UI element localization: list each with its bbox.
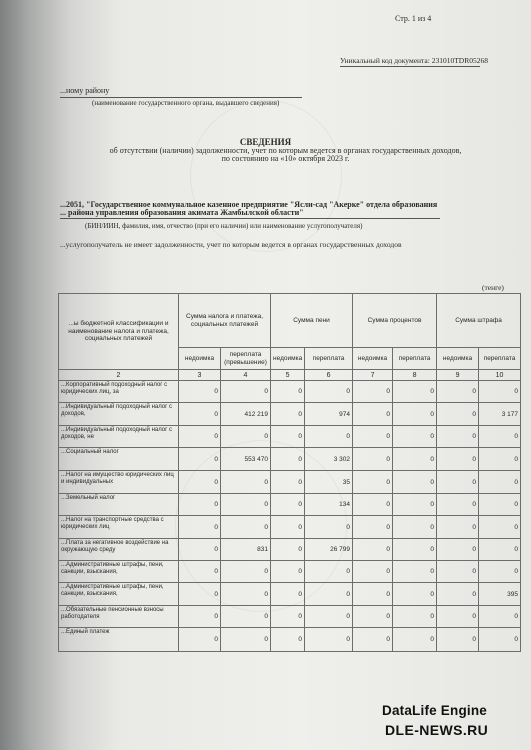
table-row	[59, 381, 521, 403]
column-index: 2	[59, 370, 179, 381]
amount-cell: 0	[437, 539, 479, 561]
amount-cell: 0	[353, 606, 393, 628]
amount-cell: 0	[353, 516, 393, 539]
amount-cell: 0	[479, 561, 521, 583]
subheader-arrears: недоимка	[179, 348, 221, 370]
page-number: Стр. 1 из 4	[395, 14, 432, 23]
document-title: СВЕДЕНИЯ	[239, 137, 292, 147]
amount-cell: 0	[437, 494, 479, 516]
amount-cell: 0	[305, 426, 353, 448]
table-row	[59, 448, 521, 471]
amount-cell: 974	[305, 403, 353, 426]
amount-cell: 0	[271, 561, 305, 583]
amount-cell: 0	[353, 426, 393, 448]
table-row	[59, 426, 521, 448]
amount-cell: 0	[305, 606, 353, 628]
payment-name-cell: ...Социальный налог	[59, 448, 179, 471]
payment-name-cell: ...Корпоративный подоходный налог с юридических лиц, за	[59, 381, 179, 403]
amount-cell: 0	[271, 403, 305, 426]
amount-cell: 0	[479, 628, 521, 652]
amount-cell: 0	[221, 606, 271, 628]
amount-cell: 0	[437, 628, 479, 652]
subheader-overpayment: переплата	[305, 348, 353, 370]
payment-name-cell: ...Административные штрафы, пени, санкции, взыскания,	[59, 583, 179, 606]
amount-cell: 0	[353, 403, 393, 426]
amount-cell: 35	[305, 471, 353, 494]
amount-cell: 0	[179, 606, 221, 628]
group-header-tax: Сумма налога и платежа, социальных платежей	[179, 294, 271, 348]
subheader-arrears: недоимка	[353, 348, 393, 370]
amount-cell: 0	[179, 471, 221, 494]
column-index: 8	[393, 370, 437, 381]
amount-cell: 0	[179, 448, 221, 471]
document-code: Уникальный код документа: 231010TDR05268	[340, 56, 488, 65]
amount-cell: 0	[479, 381, 521, 403]
amount-cell: 0	[393, 606, 437, 628]
entity-caption: (БИН/ИИН, фамилия, имя, отчество (при его наличии) или наименование услугополучателя)	[85, 222, 363, 230]
amount-cell: 0	[393, 539, 437, 561]
currency-unit: (тенге)	[482, 283, 504, 292]
amount-cell: 0	[437, 426, 479, 448]
amount-cell: 0	[437, 448, 479, 471]
column-index: 4	[221, 370, 271, 381]
amount-cell: 0	[353, 494, 393, 516]
amount-cell: 0	[353, 539, 393, 561]
amount-cell: 0	[393, 561, 437, 583]
amount-cell: 0	[179, 381, 221, 403]
amount-cell: 0	[221, 583, 271, 606]
amount-cell: 831	[221, 539, 271, 561]
amount-cell: 0	[271, 583, 305, 606]
amount-cell: 0	[305, 516, 353, 539]
amount-cell: 0	[479, 516, 521, 539]
amount-cell: 0	[437, 561, 479, 583]
amount-cell: 0	[221, 471, 271, 494]
amount-cell: 0	[221, 628, 271, 652]
group-header-fine: Сумма штрафа	[437, 294, 521, 348]
amount-cell: 0	[305, 381, 353, 403]
amount-cell: 0	[221, 561, 271, 583]
payment-name-cell: ...Единый платеж	[59, 628, 179, 652]
issuer-caption: (наименование государственного органа, выдавшего сведения)	[92, 99, 280, 107]
amount-cell: 0	[271, 606, 305, 628]
amount-cell: 0	[393, 403, 437, 426]
entity-name-line-1: ...2051, "Государственное коммунальное казенное предприятие "Ясли-сад "Акерке" отдела образования	[60, 200, 438, 209]
amount-cell: 0	[393, 471, 437, 494]
amount-cell: 0	[479, 606, 521, 628]
amount-cell: 0	[305, 561, 353, 583]
table-row	[59, 403, 521, 426]
watermark-site: DLE-NEWS.RU	[385, 722, 489, 738]
payment-name-cell: ...Индивидуальный подоходный налог с доходов,	[59, 403, 179, 426]
amount-cell: 3 302	[305, 448, 353, 471]
amount-cell: 0	[179, 628, 221, 652]
amount-cell: 0	[179, 426, 221, 448]
issuer-underline	[60, 97, 302, 98]
amount-cell: 0	[221, 426, 271, 448]
amount-cell: 395	[479, 583, 521, 606]
amount-cell: 0	[271, 539, 305, 561]
group-header-penalty-interest: Сумма пени	[271, 294, 353, 348]
amount-cell: 0	[437, 403, 479, 426]
group-header-interest: Сумма процентов	[353, 294, 437, 348]
amount-cell: 0	[271, 628, 305, 652]
table-row	[59, 516, 521, 539]
amount-cell: 0	[353, 628, 393, 652]
amount-cell: 0	[353, 561, 393, 583]
payment-name-cell: ...Плата за негативное воздействие на окружающую среду	[59, 539, 179, 561]
amount-cell: 0	[305, 583, 353, 606]
amount-cell: 0	[437, 583, 479, 606]
debt-status-text: ...услугополучатель не имеет задолженности, учет по которым ведется в органах государственных доходов	[60, 240, 402, 249]
amount-cell: 0	[353, 471, 393, 494]
amount-cell: 0	[305, 628, 353, 652]
amount-cell: 0	[437, 381, 479, 403]
document-code-underline	[340, 66, 480, 67]
table-row	[59, 606, 521, 628]
amount-cell: 0	[479, 426, 521, 448]
amount-cell: 0	[271, 471, 305, 494]
payment-name-cell: ...Налог на имущество юридических лиц и индивидуальных	[59, 471, 179, 494]
amount-cell: 0	[479, 539, 521, 561]
amount-cell: 0	[271, 516, 305, 539]
amount-cell: 553 470	[221, 448, 271, 471]
column-index: 6	[305, 370, 353, 381]
amount-cell: 0	[353, 381, 393, 403]
amount-cell: 0	[179, 561, 221, 583]
debt-table	[58, 293, 521, 652]
table-row	[59, 561, 521, 583]
amount-cell: 0	[271, 494, 305, 516]
subheader-overpayment: переплата	[393, 348, 437, 370]
amount-cell: 0	[393, 628, 437, 652]
table-row	[59, 539, 521, 561]
column-index: 5	[271, 370, 305, 381]
document-subtitle-1: об отсутствии (наличии) задолженности, учет по которым ведется в органах государственных доходов,	[109, 146, 462, 155]
amount-cell: 0	[271, 448, 305, 471]
amount-cell: 0	[393, 494, 437, 516]
subheader-arrears: недоимка	[437, 348, 479, 370]
payment-name-cell: ...Обязательные пенсионные взносы работодателя	[59, 606, 179, 628]
amount-cell: 0	[353, 448, 393, 471]
amount-cell: 0	[437, 606, 479, 628]
amount-cell: 0	[437, 471, 479, 494]
amount-cell: 0	[393, 583, 437, 606]
amount-cell: 0	[437, 516, 479, 539]
issuer-name: ...ному району	[60, 86, 110, 95]
payment-name-cell: ...Административные штрафы, пени, санкции, взыскания,	[59, 561, 179, 583]
amount-cell: 0	[179, 403, 221, 426]
subheader-arrears: недоимка	[271, 348, 305, 370]
amount-cell: 0	[221, 381, 271, 403]
amount-cell: 0	[353, 583, 393, 606]
column-index: 3	[179, 370, 221, 381]
amount-cell: 0	[393, 448, 437, 471]
subheader-overpayment: переплата	[479, 348, 521, 370]
table-row	[59, 628, 521, 652]
amount-cell: 412 219	[221, 403, 271, 426]
column-header-classification: ...ы бюджетной классификации и наименование налога и платежа, социальных платежей	[59, 294, 179, 370]
amount-cell: 0	[271, 426, 305, 448]
column-index: 7	[353, 370, 393, 381]
amount-cell: 0	[479, 494, 521, 516]
amount-cell: 0	[393, 381, 437, 403]
amount-cell: 3 177	[479, 403, 521, 426]
amount-cell: 0	[479, 448, 521, 471]
entity-underline	[60, 218, 440, 219]
column-index: 10	[479, 370, 521, 381]
amount-cell: 0	[179, 516, 221, 539]
column-index: 9	[437, 370, 479, 381]
amount-cell: 0	[179, 583, 221, 606]
table-row	[59, 494, 521, 516]
amount-cell: 134	[305, 494, 353, 516]
table-row	[59, 471, 521, 494]
payment-name-cell: ...Налог на транспортные средства с юридических лиц	[59, 516, 179, 539]
document-subtitle-2: по состоянию на «10» октября 2023 г.	[221, 154, 350, 163]
watermark-title: DataLife Engine	[382, 703, 488, 718]
amount-cell: 0	[221, 494, 271, 516]
amount-cell: 26 799	[305, 539, 353, 561]
amount-cell: 0	[271, 381, 305, 403]
payment-name-cell: ...Земельный налог	[59, 494, 179, 516]
table-row	[59, 583, 521, 606]
amount-cell: 0	[221, 516, 271, 539]
amount-cell: 0	[393, 426, 437, 448]
payment-name-cell: ...Индивидуальный подоходный налог с доходов, не	[59, 426, 179, 448]
amount-cell: 0	[393, 516, 437, 539]
entity-name-line-2: ... района управления образования акимата Жамбылской области"	[60, 208, 304, 217]
amount-cell: 0	[179, 494, 221, 516]
amount-cell: 0	[479, 471, 521, 494]
amount-cell: 0	[179, 539, 221, 561]
subheader-overpayment: переплата (превышение)	[221, 348, 271, 370]
debt-table-body	[59, 381, 521, 652]
